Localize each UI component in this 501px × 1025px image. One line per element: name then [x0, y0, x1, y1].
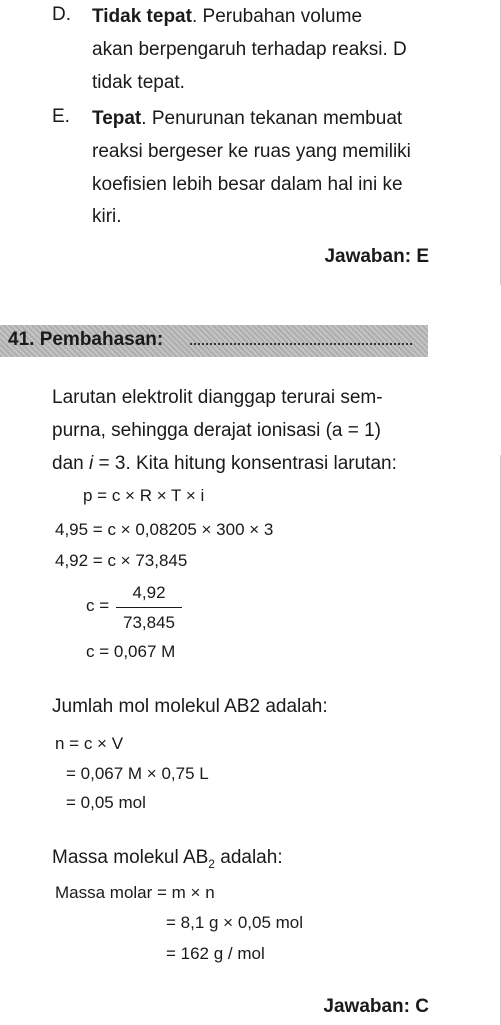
option-d-verdict: Tidak tepat — [92, 6, 192, 27]
option-d-line-2: akan berpengaruh terhadap reaksi. D — [92, 39, 407, 60]
equation-mol-3: = 0,05 mol — [66, 793, 146, 812]
fraction-bar — [116, 607, 182, 608]
fraction-numerator: 4,92 — [132, 583, 166, 602]
equation-pressure: p = c × R × T × i — [83, 486, 205, 505]
option-letter-e: E. — [52, 106, 70, 127]
option-e-line-2: reaksi bergeser ke ruas yang memiliki — [92, 141, 411, 162]
fraction-lhs: c = — [86, 596, 110, 615]
option-e-line-1: Tepat. Penurunan tekanan membuat — [92, 108, 403, 129]
equation-concentration-result: c = 0,067 M — [86, 642, 176, 661]
option-letter-d: D. — [52, 4, 71, 25]
equation-substitute: 4,95 = c × 0,08205 × 300 × 3 — [55, 520, 274, 539]
mol-intro-text: Jumlah mol molekul AB2 adalah: — [52, 696, 328, 717]
equation-mol-1: n = c × V — [55, 734, 124, 753]
option-d-line-3: tidak tepat. — [92, 72, 185, 93]
paragraph-line-3: dan i = 3. Kita hitung konsentrasi larutan: — [52, 453, 397, 474]
fraction-denominator: 73,845 — [123, 613, 175, 632]
paragraph-line-1: Larutan elektrolit dianggap terurai sem- — [52, 387, 383, 408]
massa-intro-text: Massa molekul $AB_2$ adalah: — [52, 847, 283, 871]
equation-massa-2: = 8,1 g × 0,05 mol — [166, 913, 304, 932]
equation-simplify: 4,92 = c × 73,845 — [55, 551, 188, 570]
section-header-band — [0, 325, 428, 357]
section-header-title: 41. Pembahasan: — [8, 329, 164, 350]
answer-label-c: Jawaban: C — [323, 996, 429, 1017]
option-e-line-4: kiri. — [92, 206, 122, 227]
section-header-dots — [190, 343, 412, 345]
equation-massa-1: Massa molar = m × n — [55, 883, 215, 902]
answer-label-e: Jawaban: E — [324, 246, 429, 267]
equation-mol-2: = 0,067 M × 0,75 L — [66, 764, 209, 783]
paragraph-line-2: purna, sehingga derajat ionisasi (a = 1) — [52, 420, 382, 441]
equation-massa-3: = 162 g / mol — [166, 944, 265, 963]
option-e-line-3: koefisien lebih besar dalam hal ini ke — [92, 174, 403, 195]
option-d-line-1: Tidak tepat. Perubahan volume — [92, 6, 363, 27]
option-e-verdict: Tepat — [92, 108, 142, 129]
